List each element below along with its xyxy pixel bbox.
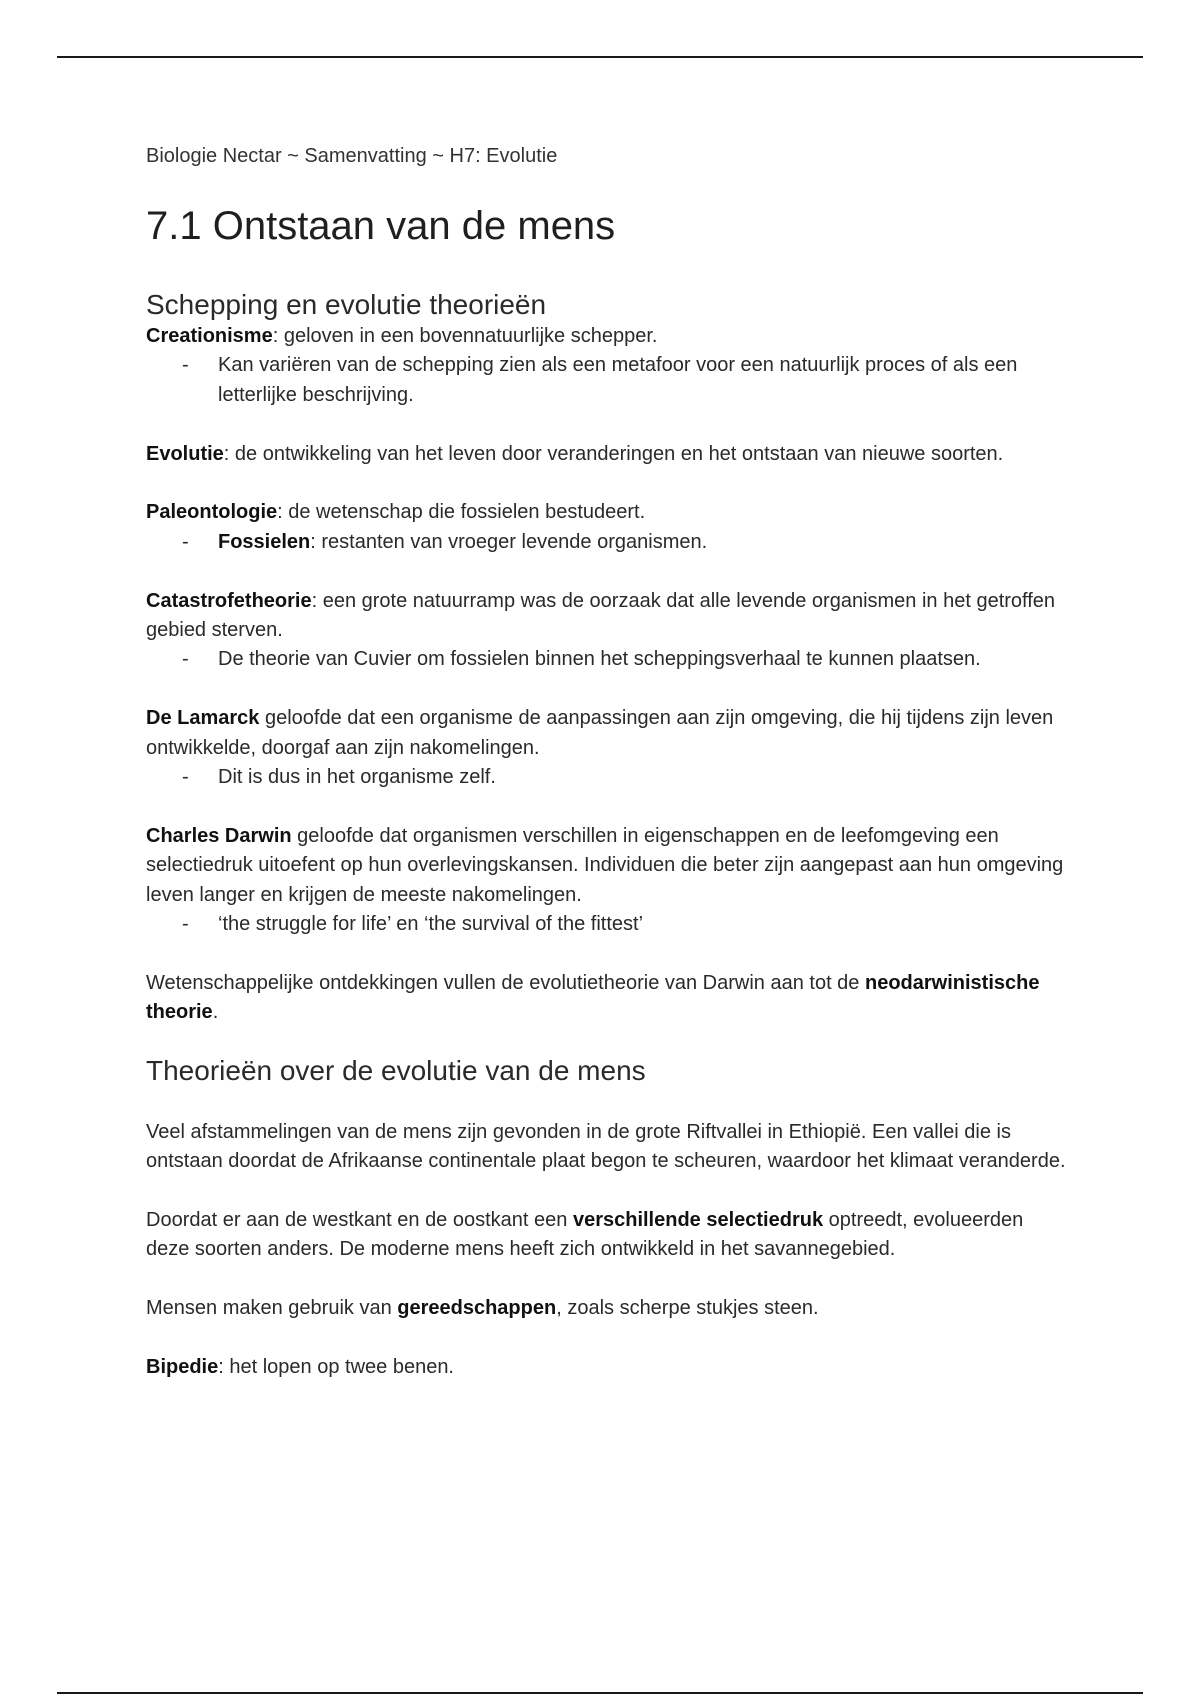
section-heading-evolutie-mens: Theorieën over de evolutie van de mens [146,1054,646,1086]
term-darwin: Charles Darwin [146,824,292,847]
term-fossielen: Fossielen [218,530,311,553]
term-creationisme: Creationisme [146,325,273,347]
paragraph-darwin: Charles Darwin geloofde dat organismen verschillen in eigenschappen en de leefomgeving een selectiedruk uitoefent op hun overlevingskansen. Individuen die beter zijn aangepast aan hun omgeving leven langer en krijgen de meeste nakomelingen. [146,824,1064,906]
paragraph-creationisme: Creationisme: geloven in een bovennatuurlijke schepper. [146,325,658,347]
list-creationisme [146,351,1066,410]
document-body [146,141,1066,1382]
term-verschillende-selectiedruk: verschillende selectiedruk [572,1208,824,1231]
section-heading-schepping: Schepping en evolutie theorieën [146,289,547,320]
list-item: - Kan variëren van de schepping zien als een metafoor voor een natuurlijk proces of als een letterlijke beschrijving. [218,351,1066,410]
paragraph-neodarwinisme: Wetenschappelijke ontdekkingen vullen de evolutietheorie van Darwin aan tot de neodarwinistische theorie. [146,971,1040,1024]
paragraph-paleontologie: Paleontologie: de wetenschap die fossielen bestudeert. [146,501,646,524]
paragraph-evolutie: Evolutie: de ontwikkeling van het leven door veranderingen en het ontstaan van nieuwe soorten. [146,442,1004,465]
term-gereedschappen: gereedschappen [397,1297,557,1320]
list-paleontologie [146,528,1066,557]
list-lamarck [146,763,1066,792]
list-catastrofetheorie [146,645,1066,674]
list-item: - Fossielen: restanten van vroeger levende organismen. [218,528,1066,557]
paragraph-catastrofetheorie: Catastrofetheorie: een grote natuurramp was de oorzaak dat alle levende organismen in het getroffen gebied sterven. [146,589,1056,642]
paragraph-riftvallei: Veel afstammelingen van de mens zijn gevonden in de grote Riftvallei in Ethiopië. Een vallei die is ontstaan doordat de Afrikaanse continentale plaat begon te scheuren, waardoor het klimaat veranderde. [146,1120,1066,1173]
document-header: Biologie Nectar ~ Samenvatting ~ H7: Evolutie [146,145,558,167]
list-item: - De theorie van Cuvier om fossielen binnen het scheppingsverhaal te kunnen plaatsen. [218,645,1066,674]
list-darwin [146,910,1066,939]
list-item: - ‘the struggle for life’ en ‘the survival of the fittest’ [218,910,1066,939]
paragraph-selectiedruk: Doordat er aan de westkant en de oostkant een verschillende selectiedruk optreedt, evolueerden deze soorten anders. De moderne mens heeft zich ontwikkeld in het savannegebied. [146,1208,1024,1261]
list-item: - Dit is dus in het organisme zelf. [218,763,1066,792]
term-evolutie: Evolutie [146,442,224,465]
term-bipedie: Bipedie [146,1355,219,1378]
paragraph-gereedschappen: Mensen maken gebruik van gereedschappen, zoals scherpe stukjes steen. [146,1297,819,1320]
term-catastrofetheorie: Catastrofetheorie [146,589,312,612]
paragraph-bipedie: Bipedie: het lopen op twee benen. [146,1355,454,1378]
top-rule [57,56,1143,58]
paragraph-lamarck: De Lamarck geloofde dat een organisme de aanpassingen aan zijn omgeving, die hij tijdens zijn leven ontwikkelde, doorgaf aan zijn nakomelingen. [146,707,1054,759]
term-neodarwinistische-theorie: neodarwinistische theorie [146,971,1040,1024]
page-title: 7.1 Ontstaan van de mens [146,204,616,248]
bottom-rule [57,1692,1143,1694]
term-paleontologie: Paleontologie [146,501,278,524]
term-lamarck: De Lamarck [146,707,260,730]
